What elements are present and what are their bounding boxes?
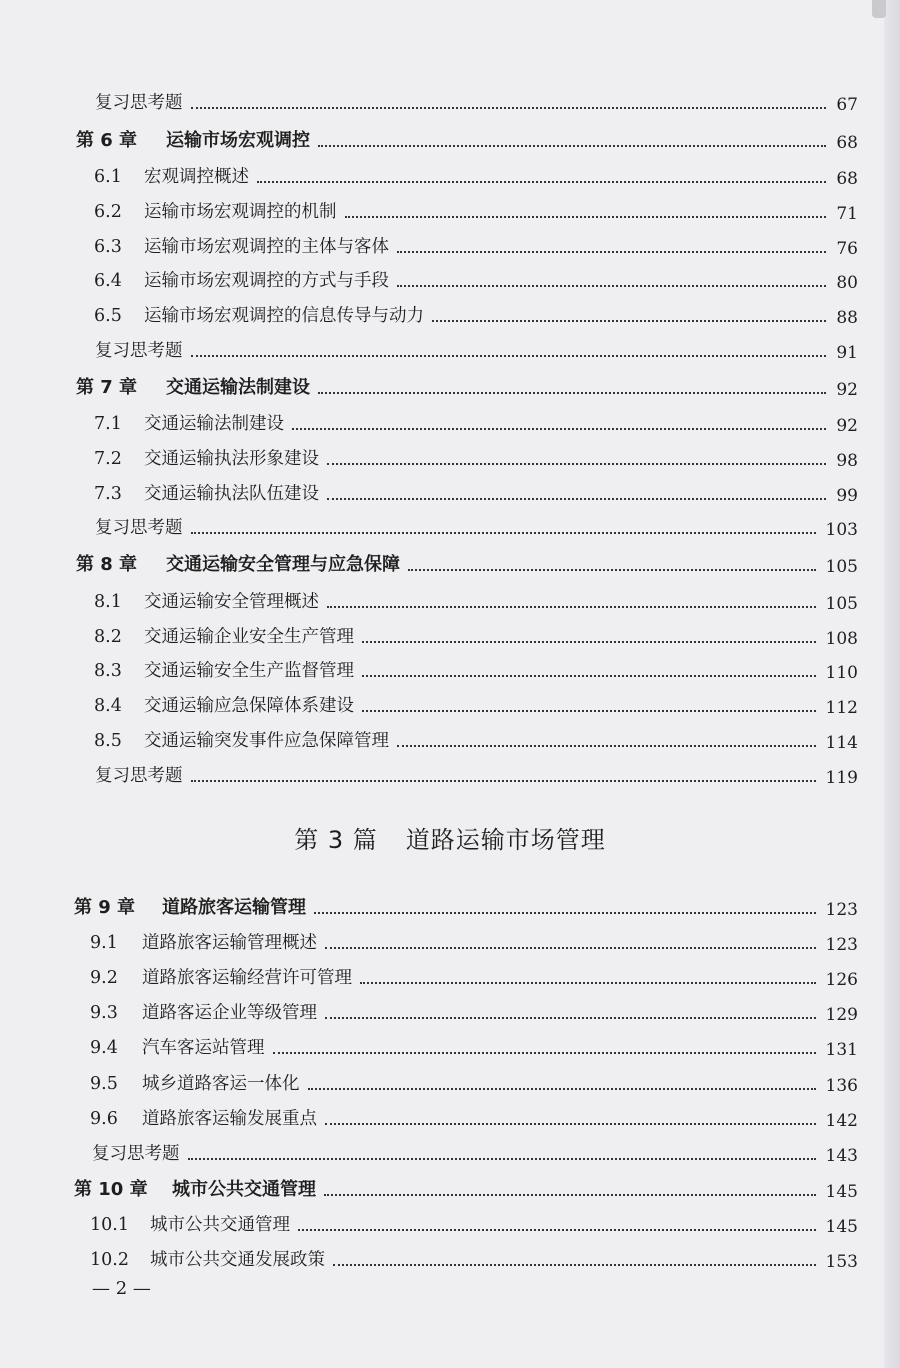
page-number: 68 xyxy=(836,169,858,189)
page-number: 80 xyxy=(836,273,858,293)
leader-dots xyxy=(273,1050,816,1054)
entry-title: 复习思考题 xyxy=(95,341,183,361)
toc-section-row[interactable] xyxy=(0,162,900,192)
toc-section-row[interactable] xyxy=(0,963,900,993)
entry-title: 运输市场宏观调控的方式与手段 xyxy=(144,271,389,291)
toc-section-row[interactable] xyxy=(0,587,900,617)
entry-title: 复习思考题 xyxy=(95,518,183,538)
section-number: 9.5 xyxy=(90,1074,118,1094)
page-number-footer: — 2 — xyxy=(92,1278,151,1299)
entry-title: 运输市场宏观调控的信息传导与动力 xyxy=(144,306,424,326)
leader-dots xyxy=(314,910,816,914)
page-number: 145 xyxy=(825,1217,858,1237)
entry-title: 运输市场宏观调控 xyxy=(166,130,310,151)
leader-dots xyxy=(397,249,826,253)
leader-dots xyxy=(191,105,827,109)
section-number: 8.3 xyxy=(94,661,122,681)
section-number: 9.2 xyxy=(90,968,118,988)
entry-title: 复习思考题 xyxy=(92,1144,180,1164)
leader-dots xyxy=(362,639,816,643)
toc-review-row[interactable] xyxy=(0,513,900,543)
section-number: 8.1 xyxy=(94,592,122,612)
page-number: 76 xyxy=(836,239,858,259)
leader-dots xyxy=(397,743,816,747)
entry-title: 城乡道路客运一体化 xyxy=(142,1074,300,1094)
chapter-number: 第 6 章 xyxy=(76,130,138,151)
leader-dots xyxy=(191,778,816,782)
chapter-number: 第 10 章 xyxy=(74,1179,148,1200)
leader-dots xyxy=(191,530,816,534)
part-heading xyxy=(0,820,900,855)
entry-title: 运输市场宏观调控的机制 xyxy=(144,202,337,222)
part-label: 第 3 篇 xyxy=(294,826,378,854)
chapter-number: 第 9 章 xyxy=(74,897,136,918)
page-number: 119 xyxy=(825,768,858,788)
entry-title: 交通运输执法形象建设 xyxy=(144,449,319,469)
toc-chapter-row[interactable] xyxy=(0,1175,900,1205)
toc-review-row[interactable] xyxy=(0,761,900,791)
leader-dots xyxy=(345,214,827,218)
toc-section-row[interactable] xyxy=(0,266,900,296)
entry-title: 道路旅客运输发展重点 xyxy=(142,1109,317,1129)
section-number: 6.4 xyxy=(94,271,122,291)
entry-title: 道路旅客运输管理概述 xyxy=(142,933,317,953)
entry-title: 道路客运企业等级管理 xyxy=(142,1003,317,1023)
leader-dots xyxy=(362,708,816,712)
entry-title: 交通运输法制建设 xyxy=(166,377,310,398)
toc-section-row[interactable] xyxy=(0,1033,900,1063)
leader-dots xyxy=(325,1015,816,1019)
leader-dots xyxy=(362,673,816,677)
page-number: 123 xyxy=(825,935,858,955)
page-number: 71 xyxy=(836,204,858,224)
entry-title: 交通运输法制建设 xyxy=(144,414,284,434)
toc-section-row[interactable] xyxy=(0,301,900,331)
entry-title: 交通运输安全管理概述 xyxy=(144,592,319,612)
toc-section-row[interactable] xyxy=(0,409,900,439)
leader-dots xyxy=(397,283,826,287)
part-title: 道路运输市场管理 xyxy=(405,826,606,854)
toc-section-row[interactable] xyxy=(0,232,900,262)
leader-dots xyxy=(325,1121,816,1125)
leader-dots xyxy=(318,390,826,394)
page-number: 68 xyxy=(836,133,858,153)
section-number: 6.5 xyxy=(94,306,122,326)
toc-section-row[interactable] xyxy=(0,1245,900,1275)
page-number: 105 xyxy=(825,594,858,614)
entry-title: 交通运输安全生产监督管理 xyxy=(144,661,354,681)
toc-section-row[interactable] xyxy=(0,656,900,686)
leader-dots xyxy=(298,1227,816,1231)
section-number: 9.6 xyxy=(90,1109,118,1129)
toc-section-row[interactable] xyxy=(0,1069,900,1099)
leader-dots xyxy=(191,353,827,357)
entry-title: 道路旅客运输经营许可管理 xyxy=(142,968,352,988)
toc-chapter-row[interactable] xyxy=(0,126,900,156)
page-number: 92 xyxy=(836,380,858,400)
entry-title: 复习思考题 xyxy=(95,93,183,113)
entry-title: 汽车客运站管理 xyxy=(142,1038,265,1058)
leader-dots xyxy=(318,143,826,147)
page-number: 67 xyxy=(836,95,858,115)
toc-chapter-row[interactable] xyxy=(0,550,900,580)
page-number: 110 xyxy=(825,663,858,683)
entry-title: 交通运输企业安全生产管理 xyxy=(144,627,354,647)
leader-dots xyxy=(257,179,826,183)
toc-section-row[interactable] xyxy=(0,928,900,958)
leader-dots xyxy=(327,461,826,465)
toc-chapter-row[interactable] xyxy=(0,893,900,923)
leader-dots xyxy=(188,1156,816,1160)
entry-title: 城市公共交通管理 xyxy=(172,1179,316,1200)
leader-dots xyxy=(308,1086,816,1090)
page-number: 99 xyxy=(836,486,858,506)
page-number: 112 xyxy=(825,698,858,718)
entry-title: 运输市场宏观调控的主体与客体 xyxy=(144,237,389,257)
page-number: 129 xyxy=(825,1005,858,1025)
entry-title: 道路旅客运输管理 xyxy=(162,897,306,918)
page-number: 126 xyxy=(825,970,858,990)
leader-dots xyxy=(324,1192,816,1196)
leader-dots xyxy=(432,318,826,322)
section-number: 7.3 xyxy=(94,484,122,504)
page-number: 153 xyxy=(825,1252,858,1272)
leader-dots xyxy=(325,945,816,949)
entry-title: 城市公共交通管理 xyxy=(150,1215,290,1235)
section-number: 8.2 xyxy=(94,627,122,647)
toc-section-row[interactable] xyxy=(0,998,900,1028)
chapter-number: 第 7 章 xyxy=(76,377,138,398)
page-number: 98 xyxy=(836,451,858,471)
entry-title: 交通运输安全管理与应急保障 xyxy=(166,554,400,575)
toc-chapter-row[interactable] xyxy=(0,373,900,403)
section-number: 9.1 xyxy=(90,933,118,953)
toc-section-row[interactable] xyxy=(0,479,900,509)
toc-section-row[interactable] xyxy=(0,726,900,756)
page-number: 92 xyxy=(836,416,858,436)
section-number: 8.5 xyxy=(94,731,122,751)
section-number: 10.2 xyxy=(90,1250,129,1270)
section-number: 7.2 xyxy=(94,449,122,469)
page-number: 103 xyxy=(825,520,858,540)
leader-dots xyxy=(327,496,826,500)
section-number: 6.3 xyxy=(94,237,122,257)
entry-title: 宏观调控概述 xyxy=(144,167,249,187)
section-number: 6.1 xyxy=(94,167,122,187)
section-number: 9.3 xyxy=(90,1003,118,1023)
page-number: 143 xyxy=(825,1146,858,1166)
page-number: 91 xyxy=(836,343,858,363)
page-number: 142 xyxy=(825,1111,858,1131)
toc-section-row[interactable] xyxy=(0,622,900,652)
toc-section-row[interactable] xyxy=(0,1210,900,1240)
leader-dots xyxy=(327,604,816,608)
leader-dots xyxy=(408,567,816,571)
toc-section-row[interactable] xyxy=(0,197,900,227)
entry-title: 交通运输应急保障体系建设 xyxy=(144,696,354,716)
toc-review-row[interactable] xyxy=(0,1139,900,1169)
section-number: 10.1 xyxy=(90,1215,129,1235)
leader-dots xyxy=(360,980,816,984)
section-number: 6.2 xyxy=(94,202,122,222)
chapter-number: 第 8 章 xyxy=(76,554,138,575)
leader-dots xyxy=(292,426,826,430)
entry-title: 城市公共交通发展政策 xyxy=(150,1250,325,1270)
entry-title: 交通运输突发事件应急保障管理 xyxy=(144,731,389,751)
page-number: 105 xyxy=(825,557,858,577)
page-number: 114 xyxy=(825,733,858,753)
page-number: 145 xyxy=(825,1182,858,1202)
entry-title: 复习思考题 xyxy=(95,766,183,786)
page-number: 131 xyxy=(825,1040,858,1060)
section-number: 7.1 xyxy=(94,414,122,434)
section-number: 9.4 xyxy=(90,1038,118,1058)
toc-section-row[interactable] xyxy=(0,691,900,721)
toc-section-row[interactable] xyxy=(0,444,900,474)
page-number: 123 xyxy=(825,900,858,920)
toc-section-row[interactable] xyxy=(0,1104,900,1134)
page-number: 108 xyxy=(825,629,858,649)
toc-review-row[interactable] xyxy=(0,88,900,118)
page-number: 88 xyxy=(836,308,858,328)
page-number: 136 xyxy=(825,1076,858,1096)
entry-title: 交通运输执法队伍建设 xyxy=(144,484,319,504)
toc-review-row[interactable] xyxy=(0,336,900,366)
leader-dots xyxy=(333,1262,816,1266)
page-edge-mark xyxy=(872,0,886,18)
section-number: 8.4 xyxy=(94,696,122,716)
